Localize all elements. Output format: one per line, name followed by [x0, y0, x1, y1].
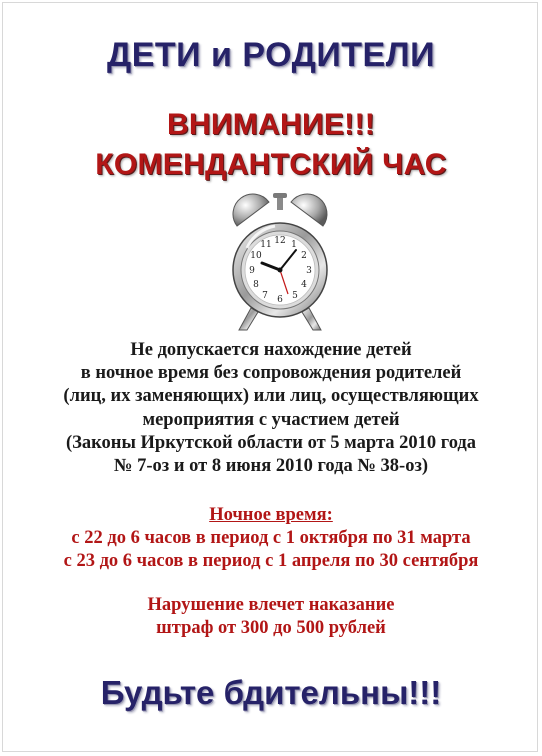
svg-text:5: 5 [292, 291, 298, 301]
svg-text:8: 8 [253, 280, 259, 290]
alarm-clock-icon [225, 190, 335, 338]
vigilance-slogan: Будьте бдительны!!! [100, 674, 442, 711]
svg-text:1: 1 [291, 240, 297, 250]
svg-text:12: 12 [274, 236, 286, 246]
night-period-line: с 23 до 6 часов в период с 1 апреля по 30 сентября [63, 551, 479, 571]
svg-text:10: 10 [250, 251, 262, 261]
svg-text:7: 7 [262, 291, 268, 301]
night-time-heading: Ночное время: [209, 505, 333, 525]
penalty-line: Нарушение влечет наказание [147, 595, 395, 615]
svg-text:9: 9 [249, 266, 255, 276]
penalty-text [0, 594, 542, 640]
rule-line: № 7-оз и от 8 июня 2010 года № 38-оз) [113, 456, 429, 477]
warning-heading: ВНИМАНИЕ!!! [166, 108, 376, 141]
rule-line: Не допускается нахождение детей [130, 340, 412, 360]
poster-title: ДЕТИ и РОДИТЕЛИ [106, 36, 436, 74]
svg-text:4: 4 [301, 280, 307, 290]
rule-line: (лиц, их заменяющих) или лиц, осуществляющих [63, 386, 479, 407]
night-time-periods [0, 527, 542, 573]
rule-line: мероприятия с участием детей [142, 409, 400, 430]
svg-text:6: 6 [277, 295, 283, 305]
svg-text:2: 2 [301, 251, 307, 261]
penalty-line: штраф от 300 до 500 рублей [156, 618, 386, 638]
svg-text:11: 11 [260, 240, 272, 250]
rule-line: (Законы Иркутской области от 5 марта 2010 года [65, 432, 477, 453]
curfew-heading: КОМЕНДАНТСКИЙ ЧАС [95, 148, 447, 181]
rule-line: в ночное время без сопровождения родителей [80, 363, 462, 384]
curfew-rule-text [0, 339, 542, 478]
svg-text:3: 3 [306, 266, 312, 276]
night-period-line: с 22 до 6 часов в период с 1 октября по 31 марта [71, 528, 471, 548]
